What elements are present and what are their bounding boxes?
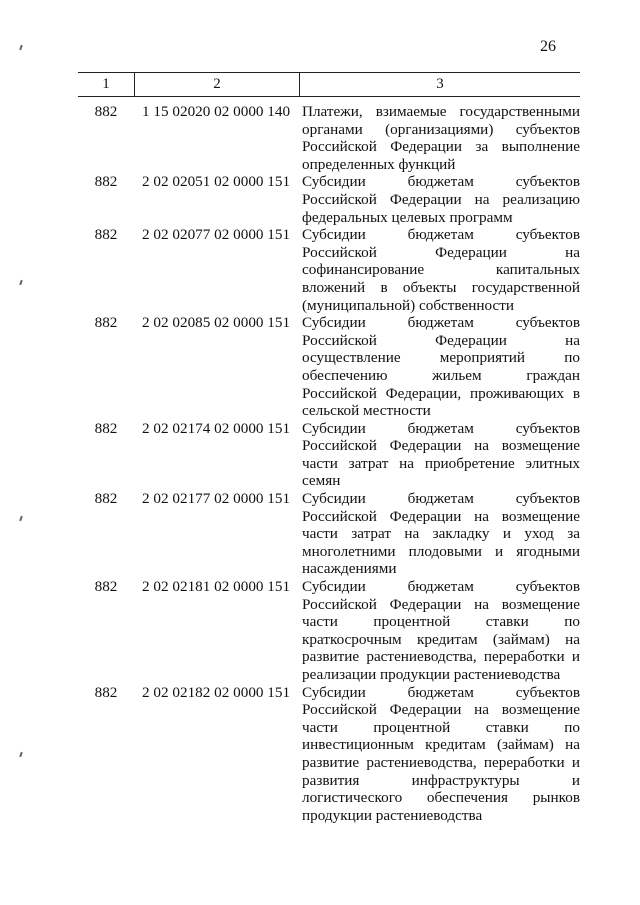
- income-name-line: части затрат на приобретение элитных: [302, 454, 580, 472]
- income-name-line: продукции растениеводства: [302, 806, 483, 824]
- income-name-line: Российской Федерации на: [302, 331, 580, 349]
- income-name-line: сельской местности: [302, 402, 431, 420]
- income-name-cell: [298, 490, 580, 578]
- margin-mark: [19, 45, 23, 50]
- income-name-line: развитие растениеводства, переработки и: [302, 753, 580, 771]
- income-name-line: Субсидии бюджетам субъектов: [302, 490, 580, 508]
- admin-code-cell: 882: [94, 419, 118, 437]
- income-name-cell: [298, 103, 580, 173]
- income-name-line: обеспечению жильем граждан: [302, 366, 580, 384]
- income-name-line: Российской Федерации на возмещение: [302, 507, 580, 525]
- income-name-line: софинансирование капитальных: [302, 261, 580, 279]
- income-name-line: Российской Федерации на возмещение: [302, 595, 580, 613]
- margin-mark: [19, 752, 23, 757]
- page-number: 26: [540, 38, 556, 55]
- budget-code-cell: 2 02 02177 02 0000 151: [142, 490, 291, 508]
- admin-code-cell: 882: [94, 314, 118, 332]
- table-body: [78, 103, 580, 824]
- table-row: [78, 684, 580, 825]
- admin-code-cell: 882: [94, 173, 118, 191]
- income-name-cell: [298, 226, 580, 314]
- income-name-line: Субсидии бюджетам субъектов: [302, 683, 580, 701]
- income-name-line: Российской Федерации на реализацию: [302, 190, 580, 208]
- income-name-line: Российской Федерации на возмещение: [302, 701, 580, 719]
- table-row: [78, 314, 580, 420]
- budget-code-cell: 2 02 02174 02 0000 151: [142, 419, 291, 437]
- margin-mark: [19, 280, 23, 285]
- income-name-line: Субсидии бюджетам субъектов: [302, 226, 580, 244]
- budget-code-cell: 2 02 02051 02 0000 151: [142, 173, 291, 191]
- column-header-2: 2: [134, 73, 299, 96]
- table-row: [78, 103, 580, 173]
- income-name-line: Российской Федерации за выполнение: [302, 138, 580, 156]
- table-row: [78, 226, 580, 314]
- admin-code-cell: 882: [94, 490, 118, 508]
- income-name-line: федеральных целевых программ: [302, 208, 513, 226]
- income-name-line: Субсидии бюджетам субъектов: [302, 419, 580, 437]
- income-name-line: (муниципальной) собственности: [302, 296, 514, 314]
- income-name-cell: [298, 420, 580, 490]
- income-name-line: вложений в объекты государственной: [302, 278, 580, 296]
- income-name-line: части процентной ставки по: [302, 718, 580, 736]
- income-name-line: части процентной ставки по: [302, 613, 580, 631]
- table-row: [78, 420, 580, 490]
- table-header: [78, 72, 580, 97]
- income-name-line: определенных функций: [302, 155, 456, 173]
- admin-code-cell: 882: [94, 578, 118, 596]
- income-name-line: развития инфраструктуры и: [302, 771, 580, 789]
- income-name-line: семян: [302, 472, 341, 490]
- income-name-line: Субсидии бюджетам субъектов: [302, 578, 580, 596]
- income-name-line: инвестиционным кредитам (займам) на: [302, 736, 580, 754]
- table-row: [78, 173, 580, 226]
- income-name-cell: [298, 578, 580, 684]
- income-name-line: осуществление мероприятий по: [302, 349, 580, 367]
- budget-code-cell: 1 15 02020 02 0000 140: [142, 103, 291, 120]
- income-name-line: логистического обеспечения рынков: [302, 789, 580, 807]
- admin-code-cell: 882: [94, 683, 118, 701]
- table-row: [78, 490, 580, 578]
- income-name-line: многолетними плодовыми и ягодными: [302, 542, 580, 560]
- income-name-line: Платежи, взимаемые государственными: [302, 103, 580, 120]
- budget-code-cell: 2 02 02085 02 0000 151: [142, 314, 291, 332]
- income-name-line: насаждениями: [302, 560, 397, 578]
- budget-code-cell: 2 02 02182 02 0000 151: [142, 683, 291, 701]
- income-name-cell: [298, 314, 580, 420]
- column-header-3: 3: [299, 73, 580, 96]
- budget-code-cell: 2 02 02077 02 0000 151: [142, 226, 291, 244]
- income-name-cell: [298, 173, 580, 226]
- income-name-line: развитие растениеводства, переработки и: [302, 648, 580, 666]
- income-name-line: краткосрочным кредитам (займам) на: [302, 630, 580, 648]
- income-name-line: Российской Федерации на возмещение: [302, 437, 580, 455]
- income-name-line: части затрат на закладку и уход за: [302, 525, 580, 543]
- income-name-cell: [298, 684, 580, 825]
- budget-code-cell: 2 02 02181 02 0000 151: [142, 578, 291, 596]
- margin-mark: [19, 516, 23, 521]
- admin-code-cell: 882: [94, 103, 118, 120]
- income-name-line: реализации продукции растениеводства: [302, 666, 561, 683]
- income-name-line: Субсидии бюджетам субъектов: [302, 314, 580, 332]
- income-name-line: Российской Федерации на: [302, 243, 580, 261]
- table-row: [78, 578, 580, 684]
- income-name-line: Российской Федерации, проживающих в: [302, 384, 580, 402]
- income-name-line: органами (организациями) субъектов: [302, 120, 580, 138]
- income-name-line: Субсидии бюджетам субъектов: [302, 173, 580, 191]
- column-header-1: 1: [102, 76, 110, 92]
- admin-code-cell: 882: [94, 226, 118, 244]
